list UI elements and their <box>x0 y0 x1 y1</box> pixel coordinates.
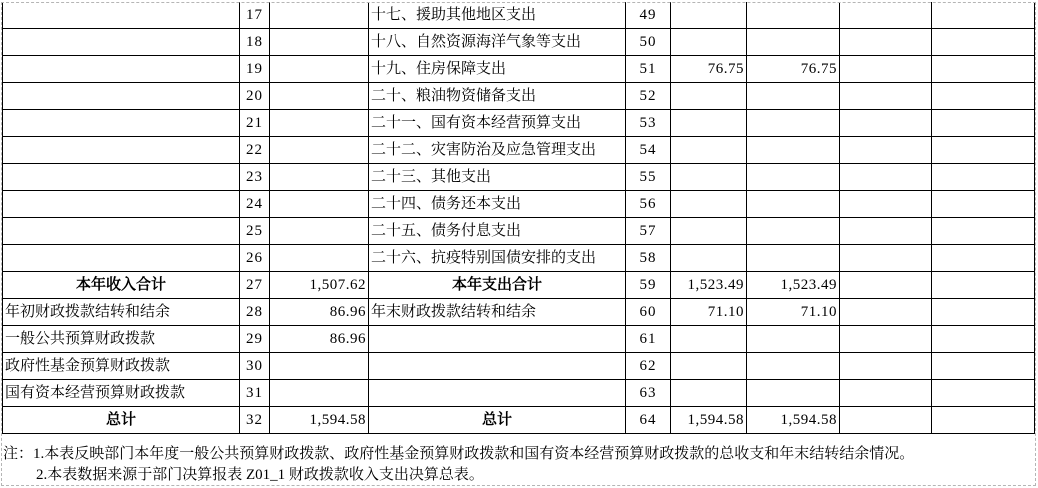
expense-amount-cell-3 <box>840 83 932 110</box>
table-row <box>3 164 1035 191</box>
expense-amount-cell-2: 1,523.49 <box>747 272 840 299</box>
income-amount-cell <box>270 29 369 56</box>
expense-amount-cell-4 <box>932 56 1035 83</box>
expense-line-number-cell: 53 <box>626 110 671 137</box>
expense-line-number-cell: 63 <box>626 380 671 407</box>
income-item-cell: 一般公共预算财政拨款 <box>3 326 240 353</box>
income-line-number-cell: 19 <box>240 56 270 83</box>
income-line-number-cell: 18 <box>240 29 270 56</box>
income-line-number-cell: 26 <box>240 245 270 272</box>
expense-item-cell: 二十四、债务还本支出 <box>369 191 626 218</box>
expense-line-number-cell: 49 <box>626 2 671 29</box>
expense-item-cell: 十七、援助其他地区支出 <box>369 2 626 29</box>
expense-amount-cell-3 <box>840 326 932 353</box>
expense-amount-cell-3 <box>840 137 932 164</box>
expense-amount-cell-3 <box>840 353 932 380</box>
table-row <box>3 299 1035 326</box>
expense-amount-cell-1: 76.75 <box>671 56 747 83</box>
income-line-number-cell: 30 <box>240 353 270 380</box>
table-row <box>3 353 1035 380</box>
expense-amount-cell-3 <box>840 272 932 299</box>
income-item-cell: 国有资本经营预算财政拨款 <box>3 380 240 407</box>
expense-line-number-cell: 64 <box>626 407 671 434</box>
expense-amount-cell-1 <box>671 191 747 218</box>
table-notes <box>3 444 1033 486</box>
expense-amount-cell-4 <box>932 137 1035 164</box>
note-line-2: 2.本表数据来源于部门决算报表 Z01_1 财政拨款收入支出决算总表。 <box>36 467 484 483</box>
income-item-cell: 总计 <box>3 407 240 434</box>
expense-amount-cell-3 <box>840 407 932 434</box>
expense-amount-cell-1 <box>671 326 747 353</box>
expense-amount-cell-4 <box>932 110 1035 137</box>
expense-amount-cell-4 <box>932 164 1035 191</box>
expense-amount-cell-1: 1,523.49 <box>671 272 747 299</box>
expense-amount-cell-3 <box>840 299 932 326</box>
expense-amount-cell-4 <box>932 272 1035 299</box>
income-item-cell <box>3 83 240 110</box>
table-row <box>3 2 1035 29</box>
expense-amount-cell-2: 71.10 <box>747 299 840 326</box>
income-amount-cell: 1,507.62 <box>270 272 369 299</box>
income-line-number-cell: 22 <box>240 137 270 164</box>
expense-amount-cell-1 <box>671 2 747 29</box>
expense-amount-cell-2 <box>747 326 840 353</box>
income-line-number-cell: 21 <box>240 110 270 137</box>
income-item-cell <box>3 164 240 191</box>
expense-line-number-cell: 62 <box>626 353 671 380</box>
expense-amount-cell-2: 76.75 <box>747 56 840 83</box>
expense-amount-cell-4 <box>932 29 1035 56</box>
expense-amount-cell-4 <box>932 2 1035 29</box>
expense-amount-cell-1 <box>671 137 747 164</box>
table-body <box>3 2 1035 434</box>
expense-item-cell: 十八、自然资源海洋气象等支出 <box>369 29 626 56</box>
income-item-cell <box>3 218 240 245</box>
table-row <box>3 191 1035 218</box>
expense-amount-cell-4 <box>932 299 1035 326</box>
expense-item-cell <box>369 326 626 353</box>
income-amount-cell <box>270 245 369 272</box>
expense-line-number-cell: 51 <box>626 56 671 83</box>
expense-item-cell: 二十三、其他支出 <box>369 164 626 191</box>
income-amount-cell <box>270 110 369 137</box>
table-row <box>3 407 1035 434</box>
income-line-number-cell: 24 <box>240 191 270 218</box>
expense-amount-cell-2 <box>747 380 840 407</box>
income-amount-cell <box>270 164 369 191</box>
table-row <box>3 326 1035 353</box>
expense-amount-cell-1 <box>671 245 747 272</box>
expense-line-number-cell: 50 <box>626 29 671 56</box>
expense-amount-cell-2 <box>747 110 840 137</box>
income-item-cell <box>3 137 240 164</box>
expense-amount-cell-3 <box>840 245 932 272</box>
table-row <box>3 83 1035 110</box>
expense-amount-cell-4 <box>932 191 1035 218</box>
expense-item-cell: 十九、住房保障支出 <box>369 56 626 83</box>
income-line-number-cell: 17 <box>240 2 270 29</box>
income-item-cell <box>3 29 240 56</box>
expense-amount-cell-2 <box>747 164 840 191</box>
table-row <box>3 29 1035 56</box>
expense-amount-cell-1 <box>671 110 747 137</box>
expense-item-cell <box>369 380 626 407</box>
income-item-cell: 政府性基金预算财政拨款 <box>3 353 240 380</box>
expense-amount-cell-3 <box>840 380 932 407</box>
expense-amount-cell-4 <box>932 380 1035 407</box>
expense-amount-cell-1 <box>671 218 747 245</box>
expense-amount-cell-2: 1,594.58 <box>747 407 840 434</box>
expense-amount-cell-4 <box>932 83 1035 110</box>
expense-amount-cell-4 <box>932 407 1035 434</box>
expense-line-number-cell: 52 <box>626 83 671 110</box>
expense-amount-cell-2 <box>747 137 840 164</box>
expense-amount-cell-2 <box>747 353 840 380</box>
expense-item-cell: 本年支出合计 <box>369 272 626 299</box>
table-row <box>3 110 1035 137</box>
expense-amount-cell-3 <box>840 110 932 137</box>
expense-line-number-cell: 54 <box>626 137 671 164</box>
table-row <box>3 272 1035 299</box>
income-amount-cell <box>270 137 369 164</box>
income-item-cell <box>3 110 240 137</box>
expense-line-number-cell: 57 <box>626 218 671 245</box>
expense-amount-cell-4 <box>932 326 1035 353</box>
expense-line-number-cell: 58 <box>626 245 671 272</box>
income-item-cell: 年初财政拨款结转和结余 <box>3 299 240 326</box>
expense-item-cell <box>369 353 626 380</box>
income-line-number-cell: 29 <box>240 326 270 353</box>
expense-amount-cell-4 <box>932 245 1035 272</box>
income-amount-cell: 1,594.58 <box>270 407 369 434</box>
income-line-number-cell: 28 <box>240 299 270 326</box>
expense-item-cell: 二十五、债务付息支出 <box>369 218 626 245</box>
expense-item-cell: 二十一、国有资本经营预算支出 <box>369 110 626 137</box>
income-amount-cell: 86.96 <box>270 299 369 326</box>
table-row <box>3 137 1035 164</box>
income-line-number-cell: 23 <box>240 164 270 191</box>
income-item-cell: 本年收入合计 <box>3 272 240 299</box>
expense-amount-cell-4 <box>932 218 1035 245</box>
expense-amount-cell-3 <box>840 2 932 29</box>
expense-amount-cell-1: 71.10 <box>671 299 747 326</box>
income-amount-cell <box>270 380 369 407</box>
note-line-1: 注：1.本表反映部门本年度一般公共预算财政拨款、政府性基金预算财政拨款和国有资本经营预算财政拨款的总收支和年末结转结余情况。 <box>3 446 915 462</box>
expense-amount-cell-3 <box>840 164 932 191</box>
expense-item-cell: 年末财政拨款结转和结余 <box>369 299 626 326</box>
income-amount-cell: 86.96 <box>270 326 369 353</box>
fiscal-appropriation-table <box>2 2 1035 434</box>
expense-item-cell: 二十、粮油物资储备支出 <box>369 83 626 110</box>
income-amount-cell <box>270 2 369 29</box>
income-line-number-cell: 31 <box>240 380 270 407</box>
expense-item-cell: 二十六、抗疫特别国债安排的支出 <box>369 245 626 272</box>
income-line-number-cell: 27 <box>240 272 270 299</box>
expense-amount-cell-2 <box>747 2 840 29</box>
expense-amount-cell-3 <box>840 56 932 83</box>
expense-amount-cell-2 <box>747 245 840 272</box>
expense-amount-cell-2 <box>747 191 840 218</box>
income-amount-cell <box>270 83 369 110</box>
expense-line-number-cell: 56 <box>626 191 671 218</box>
expense-item-cell: 总计 <box>369 407 626 434</box>
income-item-cell <box>3 245 240 272</box>
income-line-number-cell: 32 <box>240 407 270 434</box>
income-item-cell <box>3 2 240 29</box>
table-row <box>3 56 1035 83</box>
expense-amount-cell-1 <box>671 353 747 380</box>
income-amount-cell <box>270 218 369 245</box>
expense-amount-cell-3 <box>840 29 932 56</box>
expense-line-number-cell: 55 <box>626 164 671 191</box>
income-item-cell <box>3 191 240 218</box>
expense-amount-cell-1 <box>671 29 747 56</box>
income-amount-cell <box>270 191 369 218</box>
table-row <box>3 218 1035 245</box>
expense-amount-cell-3 <box>840 191 932 218</box>
expense-amount-cell-1 <box>671 380 747 407</box>
expense-line-number-cell: 59 <box>626 272 671 299</box>
expense-amount-cell-2 <box>747 218 840 245</box>
table-row <box>3 380 1035 407</box>
expense-amount-cell-1 <box>671 83 747 110</box>
income-line-number-cell: 20 <box>240 83 270 110</box>
income-line-number-cell: 25 <box>240 218 270 245</box>
table-row <box>3 245 1035 272</box>
income-item-cell <box>3 56 240 83</box>
income-amount-cell <box>270 353 369 380</box>
expense-amount-cell-3 <box>840 218 932 245</box>
expense-item-cell: 二十二、灾害防治及应急管理支出 <box>369 137 626 164</box>
expense-amount-cell-4 <box>932 353 1035 380</box>
income-amount-cell <box>270 56 369 83</box>
expense-amount-cell-1: 1,594.58 <box>671 407 747 434</box>
expense-amount-cell-1 <box>671 164 747 191</box>
expense-amount-cell-2 <box>747 83 840 110</box>
expense-line-number-cell: 61 <box>626 326 671 353</box>
expense-amount-cell-2 <box>747 29 840 56</box>
expense-line-number-cell: 60 <box>626 299 671 326</box>
